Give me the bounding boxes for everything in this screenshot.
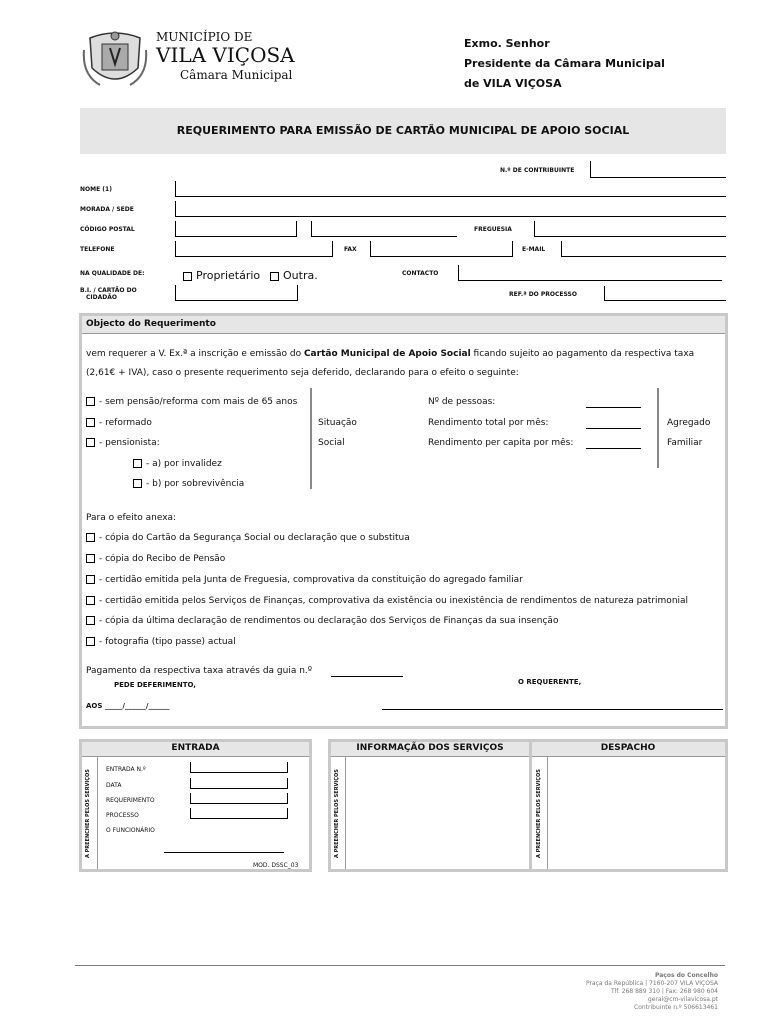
entrada-n-label: ENTRADA N.º [106, 766, 146, 773]
rend-capita-line[interactable] [586, 448, 641, 449]
familiar-label: Familiar [667, 438, 703, 448]
doc-label: - cópia do Cartão da Segurança Social ou declaração que o substitua [99, 533, 410, 543]
checkbox[interactable] [86, 533, 95, 542]
fax-input[interactable] [370, 241, 513, 257]
processo-input[interactable] [190, 808, 288, 819]
doc-label: - certidão emitida pelos Serviços de Finanças, comprovativa da existência ou inexistência de rendimentos de natureza patrimonial [99, 596, 689, 606]
codigo-postal-input-1[interactable] [175, 221, 297, 237]
fax-label: FAX [344, 246, 357, 253]
mod-code: MOD. DSSC_03 [253, 862, 299, 869]
informacao-box [328, 739, 728, 872]
footer-line-4: geral@cm-vilavicosa.pt [647, 996, 718, 1003]
checkbox[interactable] [133, 459, 142, 468]
signature-line[interactable] [382, 709, 723, 710]
page-title: REQUERIMENTO PARA EMISSÃO DE CARTÃO MUNICIPAL DE APOIO SOCIAL [176, 124, 630, 137]
requerimento-input[interactable] [190, 793, 288, 804]
option-pensionista[interactable] [86, 438, 160, 448]
outra-checkbox[interactable] [270, 272, 279, 281]
divider-situacao [310, 388, 312, 489]
doc-seguranca-social[interactable] [86, 533, 410, 543]
entrada-vertical-label: A PREENCHER PELOS SERVIÇOS [85, 769, 91, 858]
email-input[interactable] [561, 241, 726, 257]
anexa-label: Para o efeito anexa: [86, 513, 177, 523]
freguesia-label: FREGUESIA [474, 226, 512, 233]
nome-label: NOME (1) [80, 186, 112, 193]
entrada-title: ENTRADA [171, 743, 220, 753]
footer-rule [75, 965, 725, 966]
telefone-label: TELEFONE [80, 246, 115, 253]
intro-line-2: (2,61€ + IVA), caso o presente requerimento seja deferido, declarando para o efeito o seguinte: [86, 368, 519, 378]
outra-option[interactable] [270, 269, 318, 282]
rend-capita-label: Rendimento per capita por mês: [428, 438, 574, 448]
contacto-label: CONTACTO [402, 270, 439, 277]
objeto-heading: Objecto do Requerimento [86, 319, 216, 329]
footer-line-3: Tlf. 268 889 310 | Fax: 268 980 604 [610, 988, 718, 995]
checkbox[interactable] [133, 479, 142, 488]
footer-line-2: Praça da República | 7160-207 VILA VIÇOSA [585, 980, 718, 987]
option-invalidez[interactable] [133, 459, 222, 469]
processo-label: PROCESSO [106, 812, 139, 819]
ref-processo-label: REF.ª DO PROCESSO [509, 291, 577, 298]
footer-line-5: Contribuinte n.º 506613461 [634, 1004, 718, 1011]
addressee-line-2: Presidente da Câmara Municipal [464, 57, 665, 70]
option-sem-pensao[interactable] [86, 397, 297, 407]
qualidade-label: NA QUALIDADE DE: [80, 270, 145, 277]
entrada-side-divider [97, 757, 98, 869]
addressee-line-1: Exmo. Senhor [464, 37, 550, 50]
proprietario-label: Proprietário [196, 269, 261, 282]
telefone-input[interactable] [175, 241, 333, 257]
aos-date[interactable]: AOS _____/______/______ [86, 702, 170, 710]
n-pessoas-label: Nº de pessoas: [428, 397, 496, 407]
despacho-side-divider [547, 757, 548, 869]
checkbox[interactable] [86, 438, 95, 447]
entrada-n-input[interactable] [190, 762, 288, 773]
informacao-vertical-label: A PREENCHER PELOS SERVIÇOS [334, 769, 340, 858]
option-pensionista-label: - pensionista: [99, 438, 160, 448]
requerente-label: O REQUERENTE, [518, 678, 582, 686]
pagamento-label: Pagamento da respectiva taxa através da guia n.º [86, 666, 313, 676]
checkbox[interactable] [86, 637, 95, 646]
nome-input[interactable] [175, 181, 726, 197]
option-sobrevivencia-label: - b) por sobrevivência [146, 479, 245, 489]
option-reformado-label: - reformado [99, 418, 152, 428]
doc-label: - certidão emitida pela Junta de Freguesia, comprovativa da constituição do agregado familiar [99, 575, 523, 585]
rend-total-line[interactable] [586, 428, 641, 429]
bi-label-1: B.I. / CARTÃO DO [80, 287, 137, 294]
agregado-label: Agregado [667, 418, 711, 428]
doc-financas[interactable] [86, 596, 688, 606]
codigo-postal-input-2[interactable] [311, 221, 457, 237]
contribuinte-input[interactable] [590, 161, 726, 178]
doc-recibo-pensao[interactable] [86, 554, 225, 564]
doc-junta-freguesia[interactable] [86, 575, 523, 585]
checkbox[interactable] [86, 596, 95, 605]
coat-of-arms-logo [80, 30, 150, 90]
doc-declaracao-rendimentos[interactable] [86, 616, 558, 626]
footer-address [500, 972, 718, 1012]
morada-input[interactable] [175, 201, 726, 217]
intro-1c: ficando sujeito ao pagamento da respectiva taxa [470, 349, 695, 359]
option-invalidez-label: - a) por invalidez [146, 459, 222, 469]
info-despacho-divider [529, 742, 532, 869]
freguesia-input[interactable] [534, 221, 726, 237]
funcionario-label: O FUNCIONÁRIO [106, 827, 155, 834]
option-reformado[interactable] [86, 418, 152, 428]
funcionario-signature-line[interactable] [164, 852, 284, 853]
checkbox[interactable] [86, 418, 95, 427]
informacao-title: INFORMAÇÃO DOS SERVIÇOS [356, 743, 504, 753]
doc-fotografia[interactable] [86, 637, 236, 647]
intro-1a: vem requerer a V. Ex.ª a inscrição e emissão do [86, 349, 304, 359]
despacho-vertical-label: A PREENCHER PELOS SERVIÇOS [536, 769, 542, 858]
n-pessoas-line[interactable] [586, 407, 641, 408]
bi-label-2: CIDADÃO [86, 294, 117, 301]
divider-agregado [657, 388, 659, 468]
guia-number-line[interactable] [331, 676, 403, 677]
footer-line-1: Paços do Concelho [654, 972, 718, 979]
data-input[interactable] [190, 778, 288, 789]
codigo-postal-label: CÓDIGO POSTAL [80, 226, 135, 233]
proprietario-option[interactable] [183, 269, 260, 282]
contribuinte-label: N.º DE CONTRIBUINTE [500, 167, 575, 174]
situacao-label: Situação [318, 418, 357, 428]
option-sobrevivencia[interactable] [133, 479, 244, 489]
data-label: DATA [106, 782, 122, 789]
bi-input[interactable] [175, 285, 298, 301]
municipio-label: MUNICÍPIO DE [156, 30, 253, 44]
checkbox[interactable] [86, 575, 95, 584]
pede-deferimento: PEDE DEFERIMENTO, [114, 681, 196, 689]
option-sem-pensao-label: - sem pensão/reforma com mais de 65 anos [99, 397, 298, 407]
camara-label: Câmara Municipal [180, 68, 293, 82]
despacho-title: DESPACHO [600, 743, 656, 753]
addressee-line-3: de VILA VIÇOSA [464, 77, 562, 90]
proprietario-checkbox[interactable] [183, 272, 192, 281]
checkbox[interactable] [86, 554, 95, 563]
rend-total-label: Rendimento total por mês: [428, 418, 549, 428]
doc-label: - cópia da última declaração de rendimentos ou declaração dos Serviços de Finanças da sua insenção [99, 616, 559, 626]
requerimento-label: REQUERIMENTO [106, 797, 155, 804]
informacao-side-divider [345, 757, 346, 869]
doc-label: - cópia do Recibo de Pensão [99, 554, 226, 564]
ref-processo-input[interactable] [604, 286, 726, 301]
intro-line-1 [86, 349, 694, 359]
checkbox[interactable] [86, 616, 95, 625]
social-label: Social [318, 438, 345, 448]
email-label: E-MAIL [522, 246, 546, 253]
intro-1b: Cartão Municipal de Apoio Social [303, 349, 471, 359]
checkbox[interactable] [86, 397, 95, 406]
doc-label: - fotografia (tipo passe) actual [99, 637, 236, 647]
morada-label: MORADA / SEDE [80, 206, 134, 213]
contacto-input[interactable] [458, 265, 722, 281]
vila-vicosa-label: VILA VIÇOSA [156, 43, 295, 67]
outra-label: Outra. [283, 269, 318, 282]
